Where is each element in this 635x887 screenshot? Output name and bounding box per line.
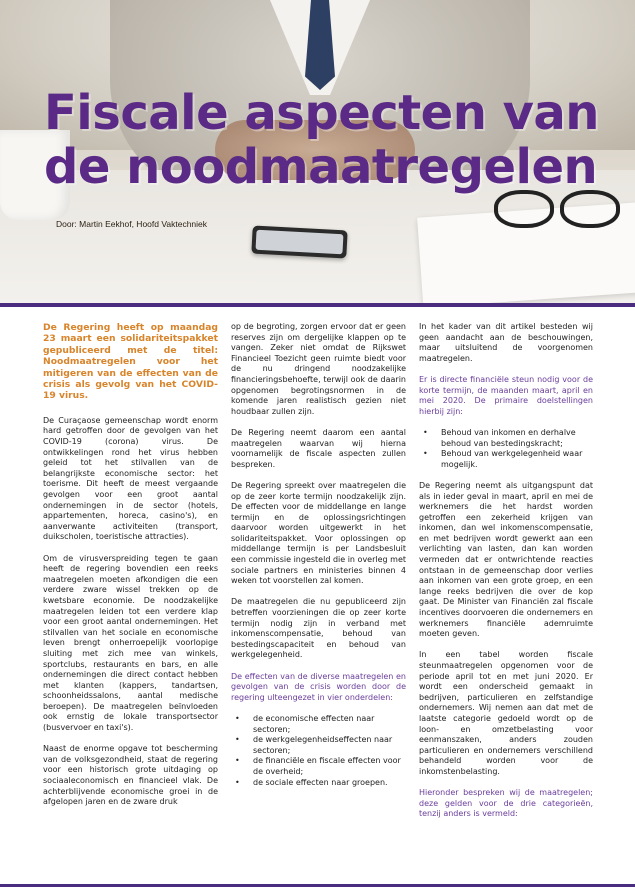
paragraph: De Regering neemt daarom een aantal maatregelen waarvan wij hierna voornamelijk de fiscale aspecten zullen bespreken. — [231, 427, 406, 469]
paragraph: Om de virusverspreiding tegen te gaan heeft de regering bovendien een reeks maatregelen moeten afkondigen die een verdere zware wissel trekken op de kwetsbare economie. De noodzakelijke maatregelen leiden tot een verdere klap voor een groot aantal ondernemingen. Het stilvallen van het sociale en economische leven brengt onherroepelijk voorlopige sluiting met zich mee van winkels, sportclubs, restaurants en bars, en alle ondernemingen die direct contact hebben met klanten (kappers, tandartsen, schoonheidssalons, aantal medische beroepen). De maatregelen beïnvloeden ook ernstig de lokale transportsector (busvervoer en taxi's). — [43, 553, 218, 733]
lead-paragraph: De Regering heeft op maandag 23 maart een solidariteitspakket gepubliceerd met de titel: Noodmaatregelen voor het mitigeren van de effecten van de crisis als gevolg van het COVID-19 virus. — [43, 322, 218, 402]
column-1 — [43, 322, 218, 818]
article-title — [44, 86, 624, 194]
effects-list — [231, 714, 406, 788]
column-3 — [419, 322, 593, 831]
goals-list — [419, 428, 593, 470]
header-divider — [0, 303, 635, 307]
byline: Door: Martin Eekhof, Hoofd Vaktechniek — [56, 219, 208, 229]
paragraph: De Curaçaose gemeenschap wordt enorm hard getroffen door de gevolgen van het COVID-19 (corona) virus. De ontwikkelingen rond het virus hebben geleid tot het stilvallen van de belangrijkste economische sector: het toerisme. Dit heeft de meest vergaande gevolgen voor een groot aantal ondernemingen in de sector (hotels, appartementen, horeca, casino's), en aanverwante activiteiten (transport, duikscholen, toeristische attracties). — [43, 415, 218, 542]
paragraph: De Regering neemt als uitgangspunt dat als in ieder geval in maart, april en mei de werknemers die het hardst worden getroffen een zekerheid krijgen van inkomen, dan wel inkomenscompensatie, en met bedrijven wordt gewerkt aan een verlichting van lasten, dan kan worden vermeden dat er ontwrichtende reacties ontstaan in de gemeenschap door verlies aan inkomen van een grote groep, en een lange reeks bedrijven die over de kop gaat. De Minister van Financiën zal fiscale incentives doorvoeren die ondernemers en werknemers financiële ademruimte moeten geven. — [419, 480, 593, 639]
list-item: • de werkgelegenheidseffecten naar sectoren; — [231, 735, 406, 756]
photo-phone — [251, 226, 347, 259]
list-item: • de sociale effecten naar groepen. — [231, 778, 406, 789]
list-item: • Behoud van inkomen en derhalve behoud van bestedingskracht; — [419, 428, 593, 449]
list-item: • Behoud van werkgelegenheid waar mogelijk. — [419, 449, 593, 470]
highlight-paragraph: Hieronder bespreken wij de maatregelen; deze gelden voor de drie categorieën, tenzij anders is vermeld: — [419, 788, 593, 819]
paragraph: Naast de enorme opgave tot bescherming van de volksgezondheid, staat de regering voor een historisch grote uitdaging op sociaaleconomisch en financieel vlak. De achterblijvende economische groei in de afgelopen jaren en de zware druk — [43, 744, 218, 807]
paragraph: In het kader van dit artikel besteden wij geen aandacht aan de beschouwingen, maar uitsluitend de voorgenomen maatregelen. — [419, 322, 593, 363]
paragraph: De Regering spreekt over maatregelen die op de zeer korte termijn noodzakelijk zijn. De effecten voor de middellange en lange termijn en de oplossingsrichtingen daarvoor worden uitgewerkt in het solidariteitspakket. Voor oplossingen op middellange termijn is per Landsbesluit een commissie ingesteld die in overleg met sociale partners en ministeries binnen 4 weken tot voorstellen zal komen. — [231, 480, 407, 586]
list-item: • de economische effecten naar sectoren; — [231, 714, 406, 735]
highlight-paragraph: De effecten van de diverse maatregelen en gevolgen van de crisis worden door de regering ulteengezet in vier onderdelen: — [231, 671, 406, 702]
paragraph: In een tabel worden fiscale steunmaatregelen opgenomen voor de periode april tot en met juni 2020. Er wordt een onderscheid gemaakt in bedrijven, particulieren en zelfstandige ondernemers. Wij nemen aan dat met de laatste categorie gedoeld wordt op de loon- en omzetbelasting voor eenmanszaken, anders zouden particulieren en ondernemers verschillend behandeld worden voor de inkomstenbelasting. — [419, 650, 593, 776]
list-item: • de financiële en fiscale effecten voor de overheid; — [231, 756, 406, 777]
paragraph: De maatregelen die nu gepubliceerd zijn betreffen voorzieningen die op zeer korte termijn nodig zijn in verband met inkomenscompensatie, behoud van bestedingscapaciteit en behoud van werkgelegenheid. — [231, 597, 406, 660]
paragraph: op de begroting, zorgen ervoor dat er geen reserves zijn om dergelijke klappen op te vangen. Zeker niet omdat de Rijkswet Financieel Toezicht geen ruimte biedt voor de nu dringend noodzakelijke financieringsbehoefte, terwijl ook de daarin opgenomen begrotingsnormen in de komende jaren realistisch gezien niet houdbaar zullen zijn. — [231, 322, 406, 416]
column-2 — [231, 322, 406, 799]
title-line-2: de noodmaatregelen — [44, 139, 598, 195]
title-line-1: Fiscale aspecten van — [44, 85, 599, 141]
highlight-paragraph: Er is directe financiële steun nodig voor de korte termijn, de maanden maart, april en mei 2020. De primaire doelstellingen hierbij zijn: — [419, 374, 593, 416]
